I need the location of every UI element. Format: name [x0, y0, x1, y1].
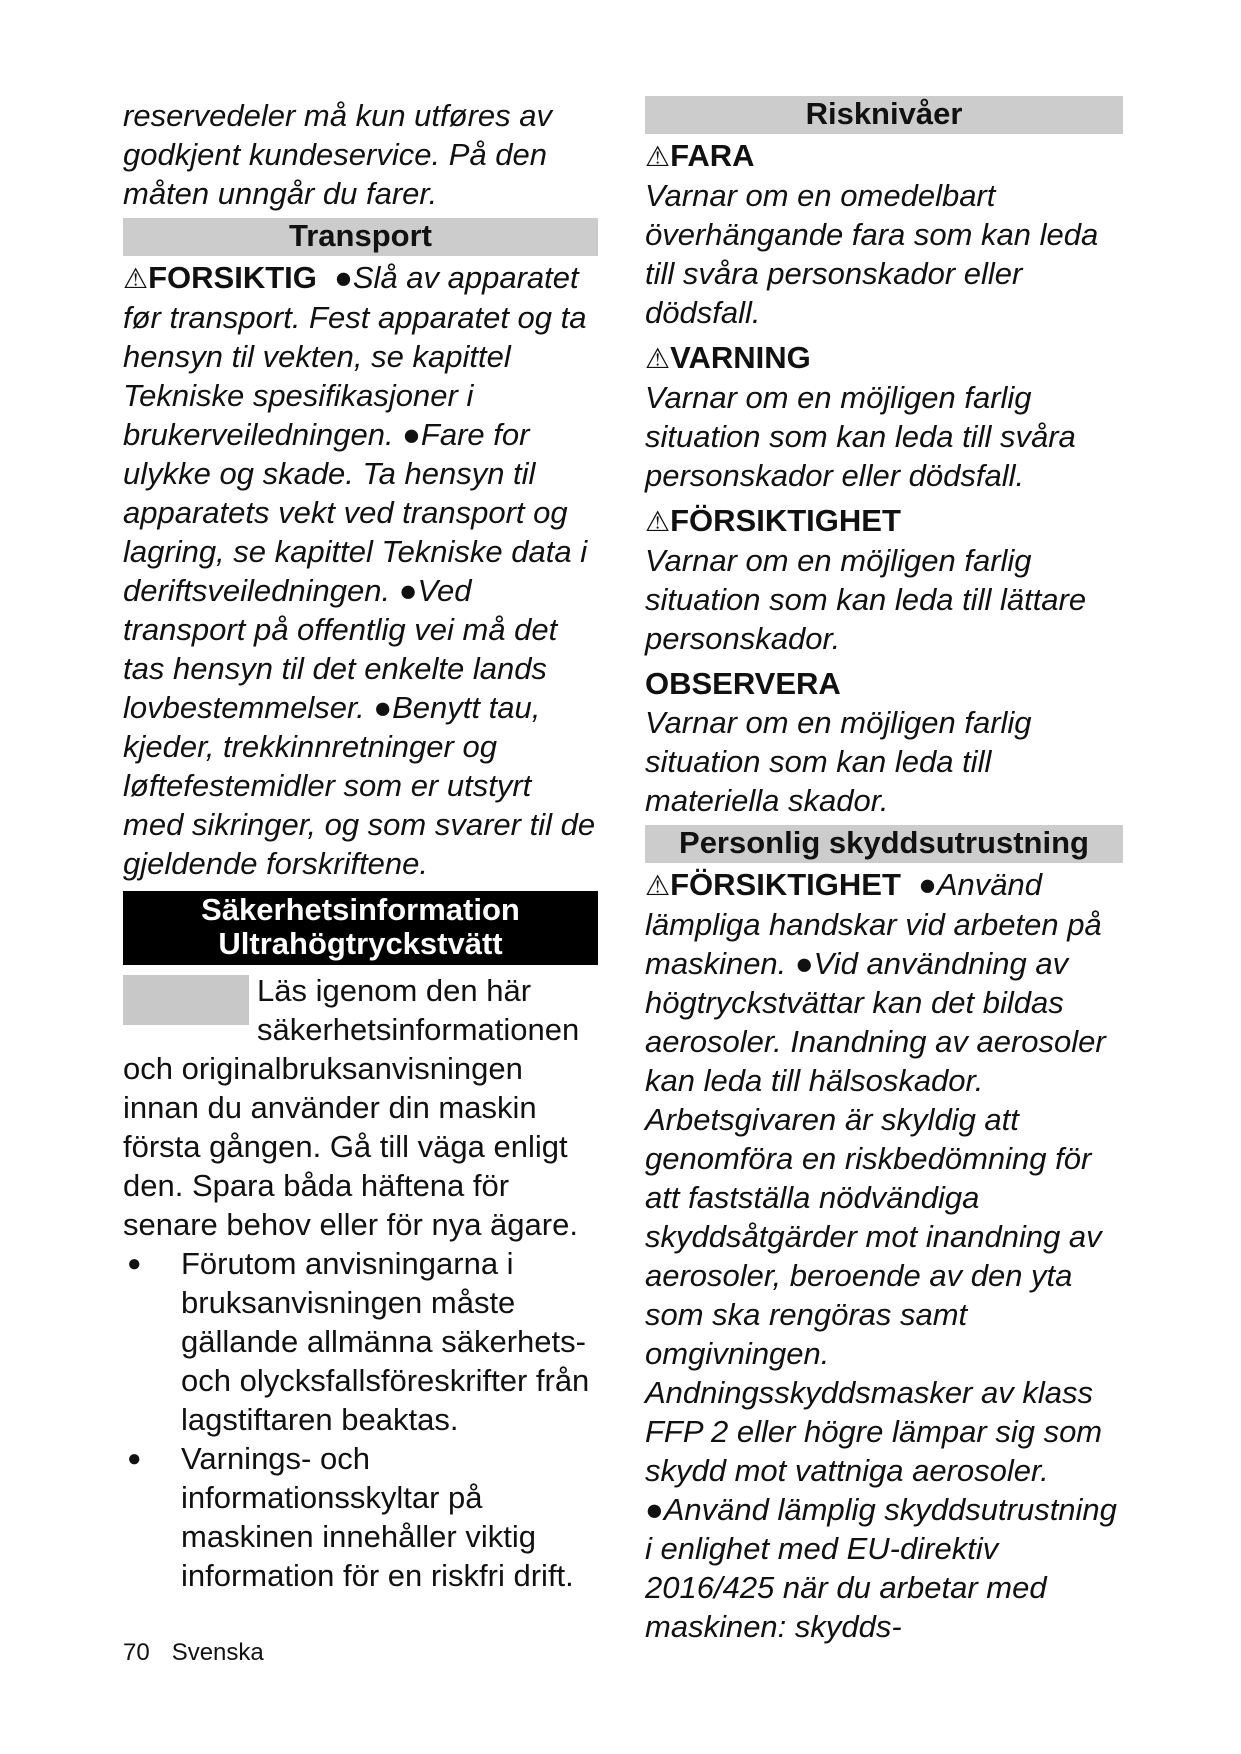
- left-column: [123, 96, 598, 1595]
- bullet-icon: ●: [127, 1250, 142, 1277]
- bullet-item: [123, 1244, 598, 1439]
- ppe-warning-label: ⚠FÖRSIKTIGHET: [645, 867, 901, 902]
- safety-intro-row: [123, 971, 598, 1049]
- symbol-placeholder-box: [123, 975, 249, 1025]
- forsiktighet-label: ⚠FÖRSIKTIGHET: [645, 503, 901, 538]
- safety-heading-line2: Ultrahögtryckstvätt: [218, 926, 503, 961]
- observera-label: OBSERVERA: [645, 666, 841, 701]
- page-footer: [123, 1638, 286, 1668]
- intro-text: reservedeler må kun utføres av godkjent kundeservice. På den måten unngår du farer.: [123, 98, 553, 211]
- footer-language: Svenska: [171, 1639, 264, 1666]
- varning-label: ⚠VARNING: [645, 340, 811, 375]
- right-column: [645, 96, 1123, 1646]
- warning-triangle-icon: ⚠: [645, 343, 671, 374]
- warning-triangle-icon: ⚠: [645, 141, 671, 172]
- risk-level-varning: [645, 338, 1123, 495]
- safety-heading: [123, 891, 598, 965]
- transport-text: ●Slå av apparatet før transport. Fest apparatet og ta hensyn til vekten, se kapittel Tekniske spesifikasjoner i brukerveiledningen. ●Fare for ulykke og skade. Ta hensyn til apparatets vekt ved transport og lagring, se kapittel Tekniske data i deriftsveiledningen. ●Ved transport på offentlig vei må det tas hensyn til det enkelte lands lovbestemmelser. ●Benytt tau, kjeder, trekkinnretninger og løftefestemidler som er utstyrt med sikringer, og som svarer til de gjeldende forskriftene.: [123, 260, 596, 881]
- ppe-heading: Personlig skyddsutrustning: [645, 825, 1123, 863]
- bullet-text: Varnings- och informationsskyltar på maskinen innehåller viktig information för en riskfri drift.: [181, 1441, 574, 1593]
- risk-level-forsiktighet: [645, 501, 1123, 658]
- ppe-text: ●Använd lämpliga handskar vid arbeten på maskinen. ●Vid användning av högtryckstvättar kan det bildas aerosoler. Inandning av aerosoler kan leda till hälsoskador. Arbetsgivaren är skyldig att genomföra en riskbedömning för att fastställa nödvändiga skyddsåtgärder mot inandning av aerosoler, beroende av den yta som ska rengöras samt omgivningen. Andningsskyddsmasker av klass FFP 2 eller högre lämpar sig som skydd mot vattniga aerosoler. ●Använd lämplig skyddsutrustning i enlighet med EU-direktiv 2016/425 när du arbetar med maskinen: skydds-: [645, 867, 1117, 1644]
- transport-warning-label: ⚠FORSIKTIG: [123, 260, 317, 295]
- safety-intro-rest: och originalbruksanvisningen innan du använder din maskin första gången. Gå till väga enligt den. Spara båda häftena för senare behov eller för nya ägare.: [123, 1051, 578, 1242]
- forsiktighet-text: Varnar om en möjligen farlig situation som kan leda till lättare personskador.: [645, 543, 1087, 656]
- risk-level-observera: [645, 664, 1123, 820]
- risk-level-fara: [645, 136, 1123, 332]
- observera-text: Varnar om en möjligen farlig situation som kan leda till materiella skador.: [645, 705, 1032, 818]
- warning-triangle-icon: ⚠: [123, 263, 149, 294]
- bullet-text: Förutom anvisningarna i bruksanvisningen måste gällande allmänna säkerhets- och olycksfallsföreskrifter från lagstiftaren beaktas.: [181, 1246, 590, 1437]
- page-number: 70: [123, 1639, 150, 1666]
- fara-label: ⚠FARA: [645, 138, 755, 173]
- warning-triangle-icon: ⚠: [645, 506, 671, 537]
- fara-text: Varnar om en omedelbart överhängande fara som kan leda till svåra personskador eller dödsfall.: [645, 178, 1099, 330]
- risk-levels-heading: Risknivåer: [645, 96, 1123, 134]
- transport-heading: Transport: [123, 218, 598, 256]
- warning-triangle-icon: ⚠: [645, 870, 671, 901]
- varning-text: Varnar om en möjligen farlig situation som kan leda till svåra personskador eller dödsfall.: [645, 380, 1076, 493]
- bullet-item: [123, 1439, 598, 1595]
- bullet-icon: ●: [127, 1445, 142, 1472]
- ppe-paragraph: [645, 865, 1123, 1646]
- transport-paragraph: [123, 258, 598, 883]
- safety-intro-short: Läs igenom den här säkerhetsinformationen: [257, 973, 580, 1047]
- safety-heading-line1: Säkerhetsinformation: [201, 892, 520, 927]
